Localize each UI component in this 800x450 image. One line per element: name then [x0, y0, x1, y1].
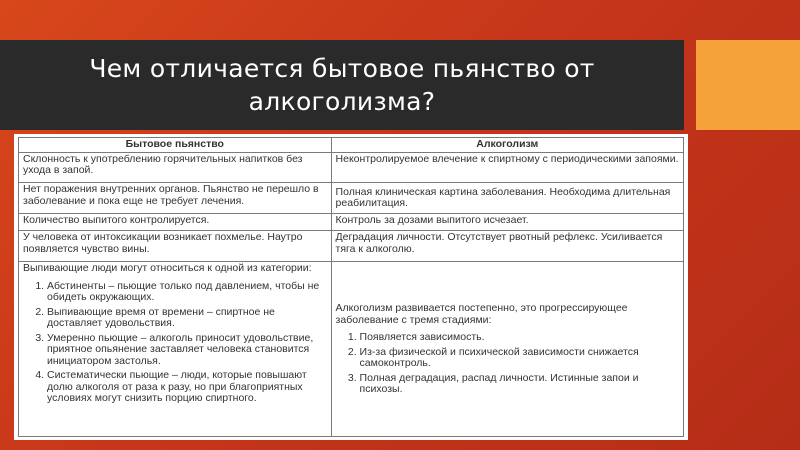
slide-title-line-1: Чем отличается бытовое пьянство от — [89, 54, 595, 83]
slide-title-line-2: алкоголизма? — [248, 87, 436, 116]
list-item: 3. Полная деградация, распад личности. Истинные запои и психозы. — [360, 373, 679, 396]
table-cell: Нет поражения внутренних органов. Пьянство не перешло в заболевание и пока еще не требует лечения. — [19, 183, 332, 214]
table-row — [19, 214, 684, 231]
list-item: 2. Выпивающие время от времени – спиртное не доставляет удовольствия. — [47, 307, 327, 330]
alcoholism-stages-cell — [331, 262, 683, 437]
table-row — [19, 231, 684, 262]
comparison-table-panel — [14, 134, 688, 440]
table-cell: Контроль за дозами выпитого исчезает. — [331, 214, 683, 231]
alcoholism-stages-intro: Алкоголизм развивается постепенно, это прогрессирующее заболевание с тремя стадиями: — [335, 302, 628, 326]
drinker-categories-list — [23, 281, 327, 405]
drinker-categories-intro: Выпивающие люди могут относиться к одной из категории: — [23, 262, 312, 275]
header-domestic-drinking: Бытовое пьянство — [19, 138, 332, 153]
table-cell: У человека от интоксикации возникает похмелье. Наутро появляется чувство вины. — [19, 231, 332, 262]
table-cell: Полная клиническая картина заболевания. Необходима длительная реабилитация. — [331, 183, 683, 214]
drinker-categories-cell — [19, 262, 332, 437]
list-item: 1. Появляется зависимость. — [360, 332, 679, 344]
table-cell: Неконтролируемое влечение к спиртному с периодическими запоями. — [331, 152, 683, 183]
list-item: 2. Из-за физической и психической зависимости снижается самоконтроль. — [360, 347, 679, 370]
slide-title-bar — [0, 40, 684, 130]
table-row — [19, 183, 684, 214]
table-cell: Деградация личности. Отсутствует рвотный рефлекс. Усиливается тяга к алкоголю. — [331, 231, 683, 262]
list-item: 1. Абстиненты – пьющие только под давлением, чтобы не обидеть окружающих. — [47, 281, 327, 304]
alcoholism-stages-list — [336, 332, 679, 396]
comparison-table — [18, 137, 684, 437]
table-header-row — [19, 138, 684, 153]
list-item: 4. Систематически пьющие – люди, которые повышают долю алкоголя от раза к разу, но при благоприятных условиях могут снизить порцию спиртного. — [47, 370, 327, 405]
table-cell: Склонность к употреблению горячительных напитков без ухода в запой. — [19, 152, 332, 183]
table-row — [19, 262, 684, 437]
list-item: 3. Умеренно пьющие – алкоголь приносит удовольствие, приятное опьянение заставляет человека становится инициатором застолья. — [47, 333, 327, 368]
table-row — [19, 152, 684, 183]
table-cell: Количество выпитого контролируется. — [19, 214, 332, 231]
header-alcoholism: Алкоголизм — [331, 138, 683, 153]
accent-square — [696, 40, 800, 130]
